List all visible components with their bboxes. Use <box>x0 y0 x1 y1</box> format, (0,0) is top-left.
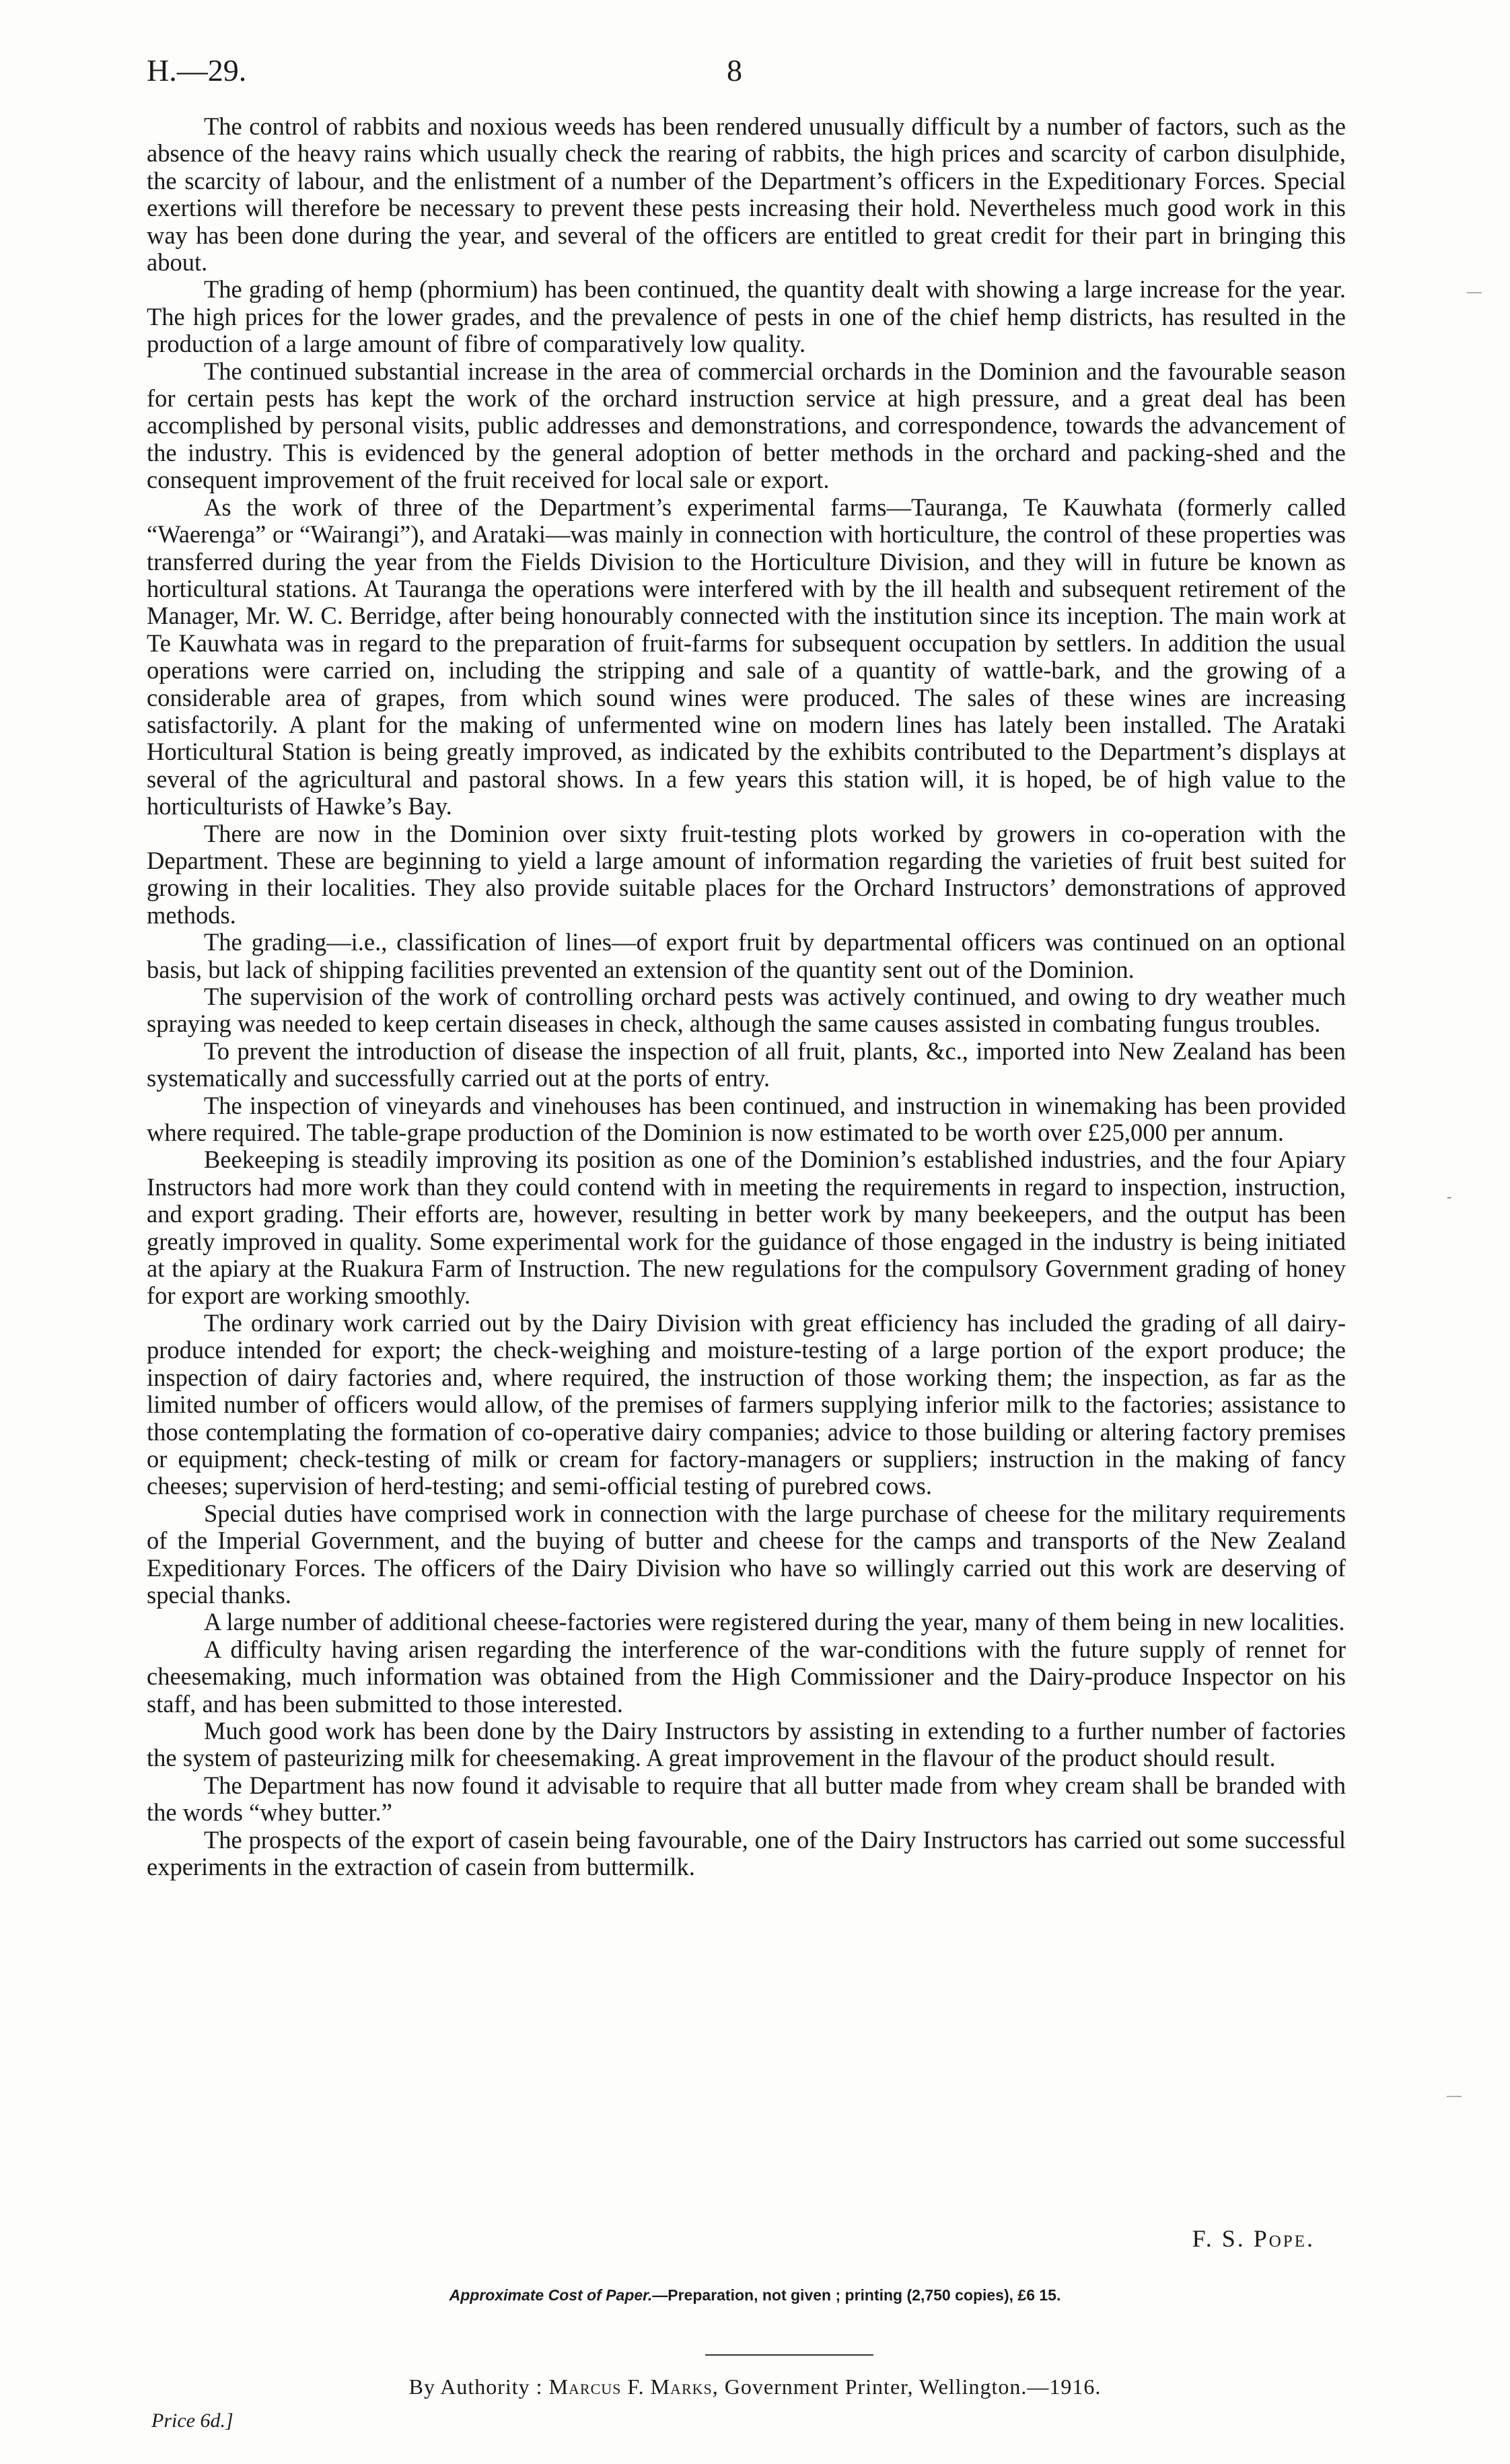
paragraph-orchards: The continued substantial increase in the area of commercial orchards in the Dominion and the favourable season for certain pests has kept the work of the orchard instruction service at high pressure, and a great deal has been accomplished by personal visits, public addresses and demonstrations, and correspondence, towards the advancement of the industry. This is evidenced by the general adoption of better methods in the orchard and packing-shed and the consequent improvement of the fruit received for local sale or export. <box>147 357 1346 494</box>
printer-name: Marcus F. Marks, <box>548 2374 719 2399</box>
paragraph-hemp-grading: The grading of hemp (phormium) has been continued, the quantity dealt with showing a large increase for the year. The high prices for the lower grades, and the prevalence of pests in one of the chief hemp districts, has resulted in the production of a large amount of fibre of comparatively low quality. <box>147 275 1346 358</box>
price-note: Price 6d.] <box>151 2409 233 2432</box>
paragraph-special-duties: Special duties have comprised work in connection with the large purchase of cheese for the military requirements of the Imperial Government, and the buying of butter and cheese for the camps and transports of the New Zealand Expeditionary Forces. The officers of the Dairy Division who have so willingly carried out this work are deserving of special thanks. <box>147 1499 1346 1609</box>
paragraph-fruit-testing-plots: There are now in the Dominion over sixty fruit-testing plots worked by growers in co-operation with the Department. These are beginning to yield a large amount of information regarding the varieties of fruit best suited for growing in their localities. They also provide suitable places for the Orchard Instructors’ demonstrations of approved methods. <box>147 819 1346 929</box>
paragraph-casein: The prospects of the export of casein being favourable, one of the Dairy Instructors has carried out some successful experiments in the extraction of casein from buttermilk. <box>147 1825 1346 1880</box>
cost-of-paper-note <box>0 2286 1510 2304</box>
paragraph-beekeeping: Beekeeping is steadily improving its position as one of the Dominion’s established industries, and the four Apiary Instructors had more work than they could contend with in meeting the requirements in regard to inspection, instruction, and export grading. Their efforts are, however, resulting in better work by many beekeepers, and the output has been greatly improved in quality. Some experimental work for the guidance of those engaged in the industry is being initiated at the apiary at the Ruakura Farm of Instruction. The new regulations for the compulsory Government grading of honey for export are working smoothly. <box>147 1146 1346 1310</box>
signature-initials: F. S. <box>1192 2225 1246 2252</box>
printer-authority <box>0 2374 1510 2399</box>
authority-suffix: Government Printer, Wellington.—1916. <box>724 2374 1102 2399</box>
cost-note-label: Approximate Cost of Paper. <box>449 2286 653 2304</box>
paragraph-pasteurizing: Much good work has been done by the Dairy Instructors by assisting in extending to a further number of factories the system of pasteurizing milk for cheesemaking. A great improvement in the flavour of the product should result. <box>147 1716 1346 1772</box>
paragraph-dairy-division: The ordinary work carried out by the Dairy Division with great efficiency has included the grading of all dairy-produce intended for export; the check-weighing and moisture-testing of a large portion of the export produce; the inspection of dairy factories and, where required, the instruction of those working them; the inspection, as far as the limited number of officers would allow, of the premises of farmers supplying inferior milk to the factories; assistance to those contemplating the formation of co-operative dairy companies; advice to those building or altering factory premises or equipment; check-testing of milk or cream for factory-managers or suppliers; instruction in the making of fancy cheeses; supervision of herd-testing; and semi-official testing of purebred cows. <box>147 1308 1346 1500</box>
page-number: 8 <box>727 53 742 87</box>
signature <box>1192 2224 1315 2253</box>
cost-note-text: —Preparation, not given ; printing (2,750 copies), £6 15. <box>652 2286 1061 2304</box>
report-body <box>147 113 1346 1880</box>
paragraph-orchard-pests: The supervision of the work of controlling orchard pests was actively continued, and owing to dry weather much spraying was needed to keep certain diseases in check, although the same causes assisted in combating fungus troubles. <box>147 983 1346 1038</box>
paragraph-cheese-factories: A large number of additional cheese-factories were registered during the year, many of them being in new localities. <box>204 1608 1345 1636</box>
paragraph-vineyards: The inspection of vineyards and vinehouses has been continued, and instruction in winemaking has been provided where required. The table-grape production of the Dominion is now estimated to be worth over £25,000 per annum. <box>147 1091 1346 1147</box>
paragraph-rennet-supply: A difficulty having arisen regarding the interference of the war-conditions with the future supply of rennet for cheesemaking, much information was obtained from the High Commissioner and the Dairy-produce Inspector on his staff, and has been submitted to those interested. <box>147 1635 1346 1718</box>
paragraph-rabbits-weeds: The control of rabbits and noxious weeds has been rendered unusually difficult by a number of factors, such as the absence of the heavy rains which usually check the rearing of rabbits, the high prices and scarcity of carbon disulphide, the scarcity of labour, and the enlistment of a number of the Department’s officers in the Expeditionary Forces. Special exertions will therefore be necessary to prevent these pests increasing their hold. Nevertheless much good work in this way has been done during the year, and several of the officers are entitled to great credit for their part in bringing this about. <box>147 112 1346 277</box>
margin-mark: — <box>1467 283 1482 300</box>
signature-surname: Pope. <box>1253 2225 1315 2252</box>
paragraph-import-inspection: To prevent the introduction of disease the inspection of all fruit, plants, &c., imported into New Zealand has been systematically and successfully carried out at the ports of entry. <box>147 1036 1346 1092</box>
authority-prefix: By Authority : <box>408 2374 543 2399</box>
paragraph-experimental-farms: As the work of three of the Department’s experimental farms—Tauranga, Te Kauwhata (formerly called “Waerenga” or “Wairangi”), and Arataki—was mainly in connection with horticulture, the control of these properties was transferred during the year from the Fields Division to the Horticulture Division, and they will in future be known as horticultural stations. At Tauranga the operations were interfered with by the ill health and subsequent retirement of the Manager, Mr. W. C. Berridge, after being honourably connected with the institution since its inception. The main work at Te Kauwhata was in regard to the preparation of fruit-farms for subsequent occupation by settlers. In addition the usual operations were carried on, including the stripping and sale of a quantity of wattle-bark, and the growing of a considerable area of grapes, from which sound wines were produced. The sales of these wines are increasing satisfactorily. A plant for the making of unfermented wine on modern lines has lately been installed. The Arataki Horticultural Station is being greatly improved, as indicated by the exhibits contributed to the Department’s displays at several of the agricultural and pastoral shows. In a few years this station will, it is hoped, be of high value to the horticulturists of Hawke’s Bay. <box>147 493 1346 820</box>
margin-mark: — <box>1447 2086 1462 2103</box>
paragraph-whey-butter: The Department has now found it advisable to require that all butter made from whey cream shall be branded with the words “whey butter.” <box>147 1771 1346 1827</box>
divider-rule <box>705 2354 873 2356</box>
paragraph-fruit-grading: The grading—i.e., classification of lines—of export fruit by departmental officers was continued on an optional basis, but lack of shipping facilities prevented an extension of the quantity sent out of the Dominion. <box>147 928 1346 983</box>
margin-mark: - <box>1447 1188 1452 1205</box>
report-reference: H.—29. <box>147 53 247 87</box>
